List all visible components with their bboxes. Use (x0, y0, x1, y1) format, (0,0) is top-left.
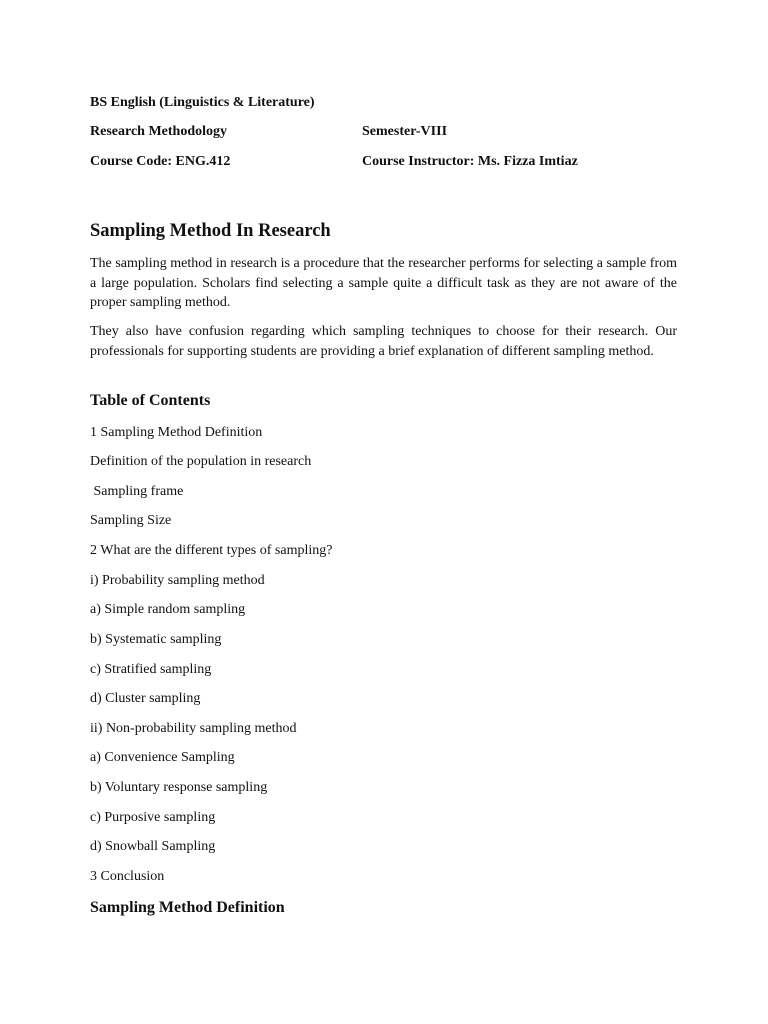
toc-item: Sampling frame (90, 484, 184, 499)
toc-item: Definition of the population in research (90, 454, 312, 469)
toc-item: d) Snowball Sampling (90, 839, 216, 854)
toc-item: b) Voluntary response sampling (90, 780, 268, 795)
toc-item: i) Probability sampling method (90, 573, 265, 588)
semester-label: Semester-VIII (362, 124, 448, 139)
toc-item: b) Systematic sampling (90, 632, 222, 647)
toc-item: c) Stratified sampling (90, 662, 212, 677)
toc-item: c) Purposive sampling (90, 810, 216, 825)
toc-heading: Table of Contents (90, 392, 211, 409)
toc-item: d) Cluster sampling (90, 691, 201, 706)
toc-item: 2 What are the different types of sampling? (90, 543, 333, 558)
course-instructor: Course Instructor: Ms. Fizza Imtiaz (362, 154, 578, 169)
intro-paragraph: The sampling method in research is a procedure that the researcher performs for selecting a sample from a large population. Scholars find selecting a sample quite a difficult task as they are not aware of the proper sampling method. (90, 256, 677, 310)
toc-item: ii) Non-probability sampling method (90, 721, 297, 736)
toc-item: Sampling Size (90, 513, 172, 528)
toc-item: 1 Sampling Method Definition (90, 425, 263, 440)
course-code: Course Code: ENG.412 (90, 154, 231, 169)
course-name: Research Methodology (90, 124, 227, 139)
toc-item: a) Convenience Sampling (90, 750, 235, 765)
article-title: Sampling Method In Research (90, 221, 331, 241)
section-heading: Sampling Method Definition (90, 899, 285, 916)
toc-item: 3 Conclusion (90, 869, 165, 884)
intro-paragraph-2: They also have confusion regarding which sampling techniques to choose for their research. Our professionals for supporting students are providing a brief explanation of different sampling method. (90, 324, 677, 359)
toc-item: a) Simple random sampling (90, 602, 246, 617)
program-title: BS English (Linguistics & Literature) (90, 95, 315, 110)
